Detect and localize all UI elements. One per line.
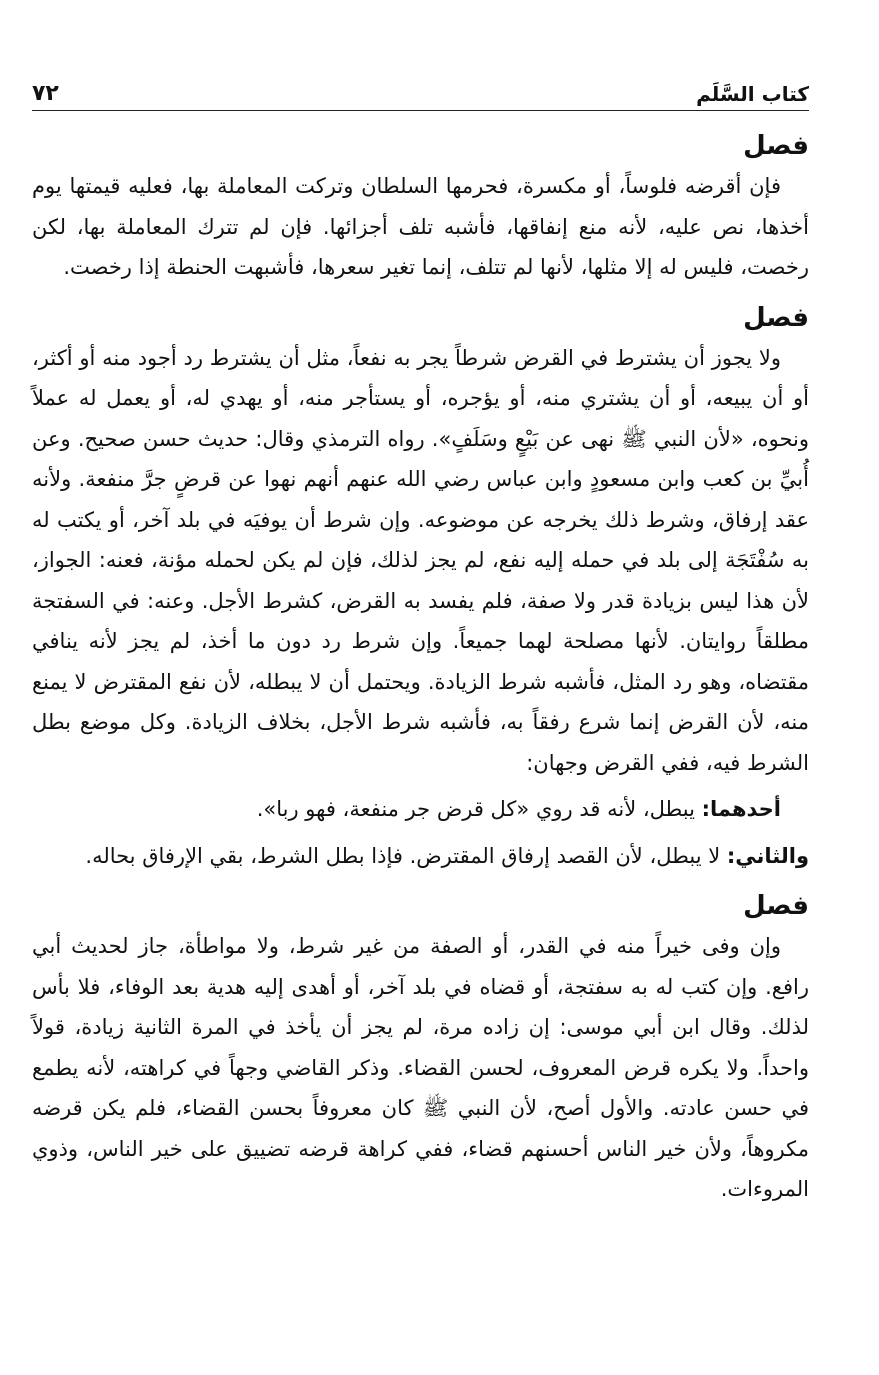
book-title: كتاب السَّلَم <box>696 82 809 106</box>
list-item <box>32 789 809 830</box>
paragraph: فإن أقرضه فلوساً، أو مكسرة، فحرمها السلطان وتركت المعاملة بها، فعليه قيمتها يوم أخذها، نص عليه، لأنه منع إنفاقها، فأشبه تلف أجزائها. فإن لم تترك المعاملة بها، لكن رخصت، فليس له إلا مثلها، لأنها لم تتلف، إنما تغير سعرها، فأشبهت الحنطة إذا رخصت. <box>32 174 809 279</box>
section-heading: فصل <box>743 131 809 161</box>
item-lead: والثاني: <box>726 843 809 868</box>
running-header <box>32 66 809 111</box>
item-text: يبطل، لأنه قد روي «كل قرض جر منفعة، فهو ربا». <box>256 797 702 821</box>
section-2 <box>32 294 809 877</box>
section-3 <box>32 882 809 1210</box>
section-heading: فصل <box>743 302 809 333</box>
paragraph: ولا يجوز أن يشترط في القرض شرطاً يجر به نفعاً، مثل أن يشترط رد أجود منه أو أكثر، أو أن يبيعه، أو أن يشتري منه، أو يؤجره، أو يستأجر منه، أو يهدي له، أو يعمل له عملاً ونحوه، «لأن النبي ﷺ نهى عن بَيْعٍ وسَلَفٍ». رواه الترمذي وقال: حديث حسن صحيح. وعن أُبيِّ بن كعب وابن مسعودٍ وابن عباس رضي الله عنهم أنهم نهوا عن قرضٍ جرَّ منفعة. ولأنه عقد إرفاق، وشرط ذلك يخرجه عن موضوعه. وإن شرط أن يوفيَه في بلد آخر، أو يكتب له به سُفْتَجَة إلى بلد في حمله إليه نفع، لم يجز لذلك، فإن لم يكن لحمله مؤنة، فعنه: الجواز، لأن هذا ليس بزيادة قدر ولا صفة، فلم يفسد به القرض، كشرط الأجل. وعنه: في السفتجة مطلقاً روايتان. لأنها مصلحة لهما جميعاً. وإن شرط رد دون ما أخذ، لم يجز لأنه ينافي مقتضاه، وهو رد المثل، فأشبه شرط الزيادة. ويحتمل أن لا يبطله، لأن نفع المقترض لا يمنع منه، لأن القرض إنما شرع رفقاً به، فأشبه شرط الأجل، بخلاف الزيادة. وكل موضع بطل الشرط فيه، ففي القرض وجهان: <box>32 345 809 775</box>
section-heading: فصل <box>743 891 809 921</box>
section-1 <box>32 122 809 288</box>
page-number: ٧٢ <box>32 81 59 106</box>
item-text: لا يبطل، لأن القصد إرفاق المقترض. فإذا بطل الشرط، بقي الإرفاق بحاله. <box>85 843 727 868</box>
item-lead: أحدهما: <box>701 797 781 821</box>
list-item <box>32 836 809 877</box>
paragraph: وإن وفى خيراً منه في القدر، أو الصفة من غير شرط، ولا مواطأة، جاز لحديث أبي رافع. وإن كتب له به سفتجة، أو قضاه في بلد آخر، أو أهدى إليه هدية بعد الوفاء، فلا بأس لذلك. وقال ابن أبي موسى: إن زاده مرة، لم يجز أن يأخذ في المرة الثانية زيادة، قولاً واحداً. ولا يكره قرض المعروف، لحسن القضاء. وذكر القاضي وجهاً في كراهته، لأنه يطمع في حسن عادته. والأول أصح، لأن النبي ﷺ كان معروفاً بحسن القضاء، فلم يكن قرضه مكروهاً، ولأن خير الناس أحسنهم قضاء، ففي كراهة قرضه تضييق على خير الناس، وذوي المروءات. <box>32 934 809 1201</box>
page-body <box>32 122 809 1216</box>
